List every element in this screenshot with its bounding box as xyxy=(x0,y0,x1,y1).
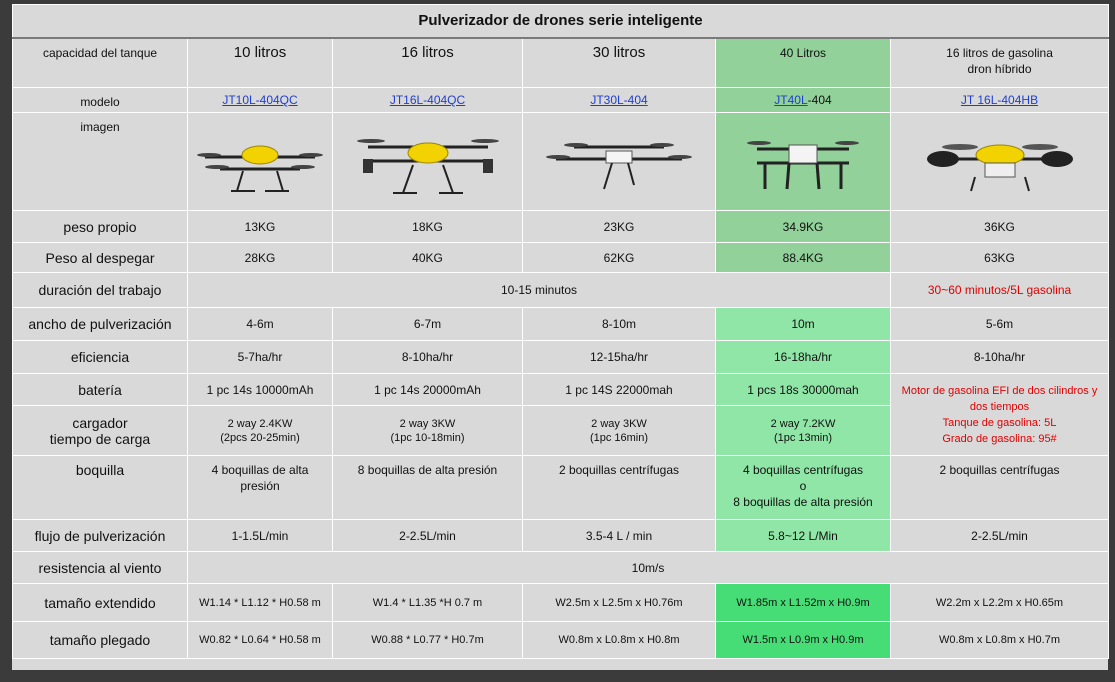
drone-image-cell xyxy=(333,113,523,211)
row-label-takeoff: Peso al despegar xyxy=(13,243,188,273)
width-cell: 5-6m xyxy=(891,308,1109,341)
row-label-capacity: capacidad del tanque xyxy=(13,38,188,88)
row-label-width: ancho de pulverización xyxy=(13,308,188,341)
row-label-model: modelo xyxy=(13,88,188,113)
drone-image xyxy=(915,129,1085,199)
row-label-battery: batería xyxy=(13,374,188,406)
drone-image-cell xyxy=(523,113,716,211)
table-title: Pulverizador de drones serie inteligente xyxy=(13,5,1109,38)
width-cell: 6-7m xyxy=(333,308,523,341)
spec-table xyxy=(12,4,1109,659)
folded-size-cell: W0.82 * L0.64 * H0.58 m xyxy=(188,622,333,659)
folded-size-cell: W0.8m x L0.8m x H0.7m xyxy=(891,622,1109,659)
flow-cell: 2-2.5L/min xyxy=(333,520,523,552)
takeoff-cell: 62KG xyxy=(523,243,716,273)
row-label-folded: tamaño plegado xyxy=(13,622,188,659)
weight-cell: 18KG xyxy=(333,211,523,243)
model-link[interactable]: JT10L-404QC xyxy=(222,93,298,107)
wind-cell: 10m/s xyxy=(188,552,1109,584)
nozzle-cell: 4 boquillas centrífugas o 8 boquillas de alta presión xyxy=(716,456,891,520)
drone-image-cell xyxy=(891,113,1109,211)
flow-cell: 2-2.5L/min xyxy=(891,520,1109,552)
battery-cell: 1 pc 14s 10000mAh xyxy=(188,374,333,406)
folded-size-cell: W0.8m x L0.8m x H0.8m xyxy=(523,622,716,659)
efficiency-cell: 5-7ha/hr xyxy=(188,341,333,374)
capacity-cell: 16 litros de gasolina dron híbrido xyxy=(891,38,1109,88)
weight-cell: 34.9KG xyxy=(716,211,891,243)
capacity-cell: 16 litros xyxy=(333,38,523,88)
unfolded-size-cell: W1.14 * L1.12 * H0.58 m xyxy=(188,584,333,622)
battery-cell: 1 pcs 18s 30000mah xyxy=(716,374,891,406)
capacity-cell: 30 litros xyxy=(523,38,716,88)
takeoff-cell: 88.4KG xyxy=(716,243,891,273)
row-label-wind: resistencia al viento xyxy=(13,552,188,584)
flow-cell: 3.5-4 L / min xyxy=(523,520,716,552)
folded-size-cell: W0.88 * L0.77 * H0.7m xyxy=(333,622,523,659)
hybrid-engine-line: Motor de gasolina EFI de dos cilindros y dos tiempos xyxy=(901,384,1098,413)
nozzle-cell: 2 boquillas centrífugas xyxy=(523,456,716,520)
row-label-charger xyxy=(13,406,188,456)
duration-hybrid-cell: 30~60 minutos/5L gasolina xyxy=(891,273,1109,308)
charger-label: cargador xyxy=(72,414,128,431)
hybrid-engine-cell xyxy=(891,374,1109,456)
flow-cell: 5.8~12 L/Min xyxy=(716,520,891,552)
drone-image xyxy=(353,129,503,199)
efficiency-cell: 8-10ha/hr xyxy=(333,341,523,374)
model-suffix: -404 xyxy=(807,93,832,107)
width-cell: 10m xyxy=(716,308,891,341)
unfolded-size-cell: W1.85m x L1.52m x H0.9m xyxy=(716,584,891,622)
hybrid-grade-line: Grado de gasolina: 95# xyxy=(942,432,1057,445)
capacity-cell: 40 Litros xyxy=(716,38,891,88)
battery-cell: 1 pc 14S 22000mah xyxy=(523,374,716,406)
drone-image-cell xyxy=(716,113,891,211)
row-label-flow: flujo de pulverización xyxy=(13,520,188,552)
efficiency-cell: 16-18ha/hr xyxy=(716,341,891,374)
row-label-duration: duración del trabajo xyxy=(13,273,188,308)
weight-cell: 13KG xyxy=(188,211,333,243)
hybrid-tank-line: Tanque de gasolina: 5L xyxy=(942,416,1057,429)
row-label-weight: peso propio xyxy=(13,211,188,243)
capacity-cell: 10 litros xyxy=(188,38,333,88)
row-label-unfolded: tamaño extendido xyxy=(13,584,188,622)
efficiency-cell: 8-10ha/hr xyxy=(891,341,1109,374)
takeoff-cell: 28KG xyxy=(188,243,333,273)
drone-image xyxy=(195,129,325,199)
nozzle-cell: 4 boquillas de alta presión xyxy=(188,456,333,520)
charger-cell: 2 way 3KW (1pc 16min) xyxy=(523,406,716,456)
nozzle-cell: 2 boquillas centrífugas xyxy=(891,456,1109,520)
folded-size-cell: W1.5m x L0.9m x H0.9m xyxy=(716,622,891,659)
width-cell: 8-10m xyxy=(523,308,716,341)
efficiency-cell: 12-15ha/hr xyxy=(523,341,716,374)
model-link[interactable]: JT16L-404QC xyxy=(389,93,466,107)
width-cell: 4-6m xyxy=(188,308,333,341)
unfolded-size-cell: W1.4 * L1.35 *H 0.7 m xyxy=(333,584,523,622)
charge-time-label: tiempo de carga xyxy=(49,430,151,447)
model-link[interactable]: JT40L xyxy=(774,93,808,107)
battery-cell: 1 pc 14s 20000mAh xyxy=(333,374,523,406)
flow-cell: 1-1.5L/min xyxy=(188,520,333,552)
model-link[interactable]: JT 16L-404HB xyxy=(960,93,1039,107)
drone-image xyxy=(743,129,863,199)
takeoff-cell: 63KG xyxy=(891,243,1109,273)
row-label-efficiency: eficiencia xyxy=(13,341,188,374)
drone-image xyxy=(544,129,694,199)
row-label-image: imagen xyxy=(13,113,188,211)
unfolded-size-cell: W2.2m x L2.2m x H0.65m xyxy=(891,584,1109,622)
duration-cell: 10-15 minutos xyxy=(188,273,891,308)
spec-sheet xyxy=(12,4,1108,670)
unfolded-size-cell: W2.5m x L2.5m x H0.76m xyxy=(523,584,716,622)
charger-cell: 2 way 2.4KW (2pcs 20-25min) xyxy=(188,406,333,456)
charger-cell: 2 way 7.2KW (1pc 13min) xyxy=(716,406,891,456)
charger-cell: 2 way 3KW (1pc 10-18min) xyxy=(333,406,523,456)
weight-cell: 23KG xyxy=(523,211,716,243)
nozzle-cell: 8 boquillas de alta presión xyxy=(333,456,523,520)
takeoff-cell: 40KG xyxy=(333,243,523,273)
model-link[interactable]: JT30L-404 xyxy=(590,93,648,107)
weight-cell: 36KG xyxy=(891,211,1109,243)
drone-image-cell xyxy=(188,113,333,211)
row-label-nozzle: boquilla xyxy=(13,456,188,520)
